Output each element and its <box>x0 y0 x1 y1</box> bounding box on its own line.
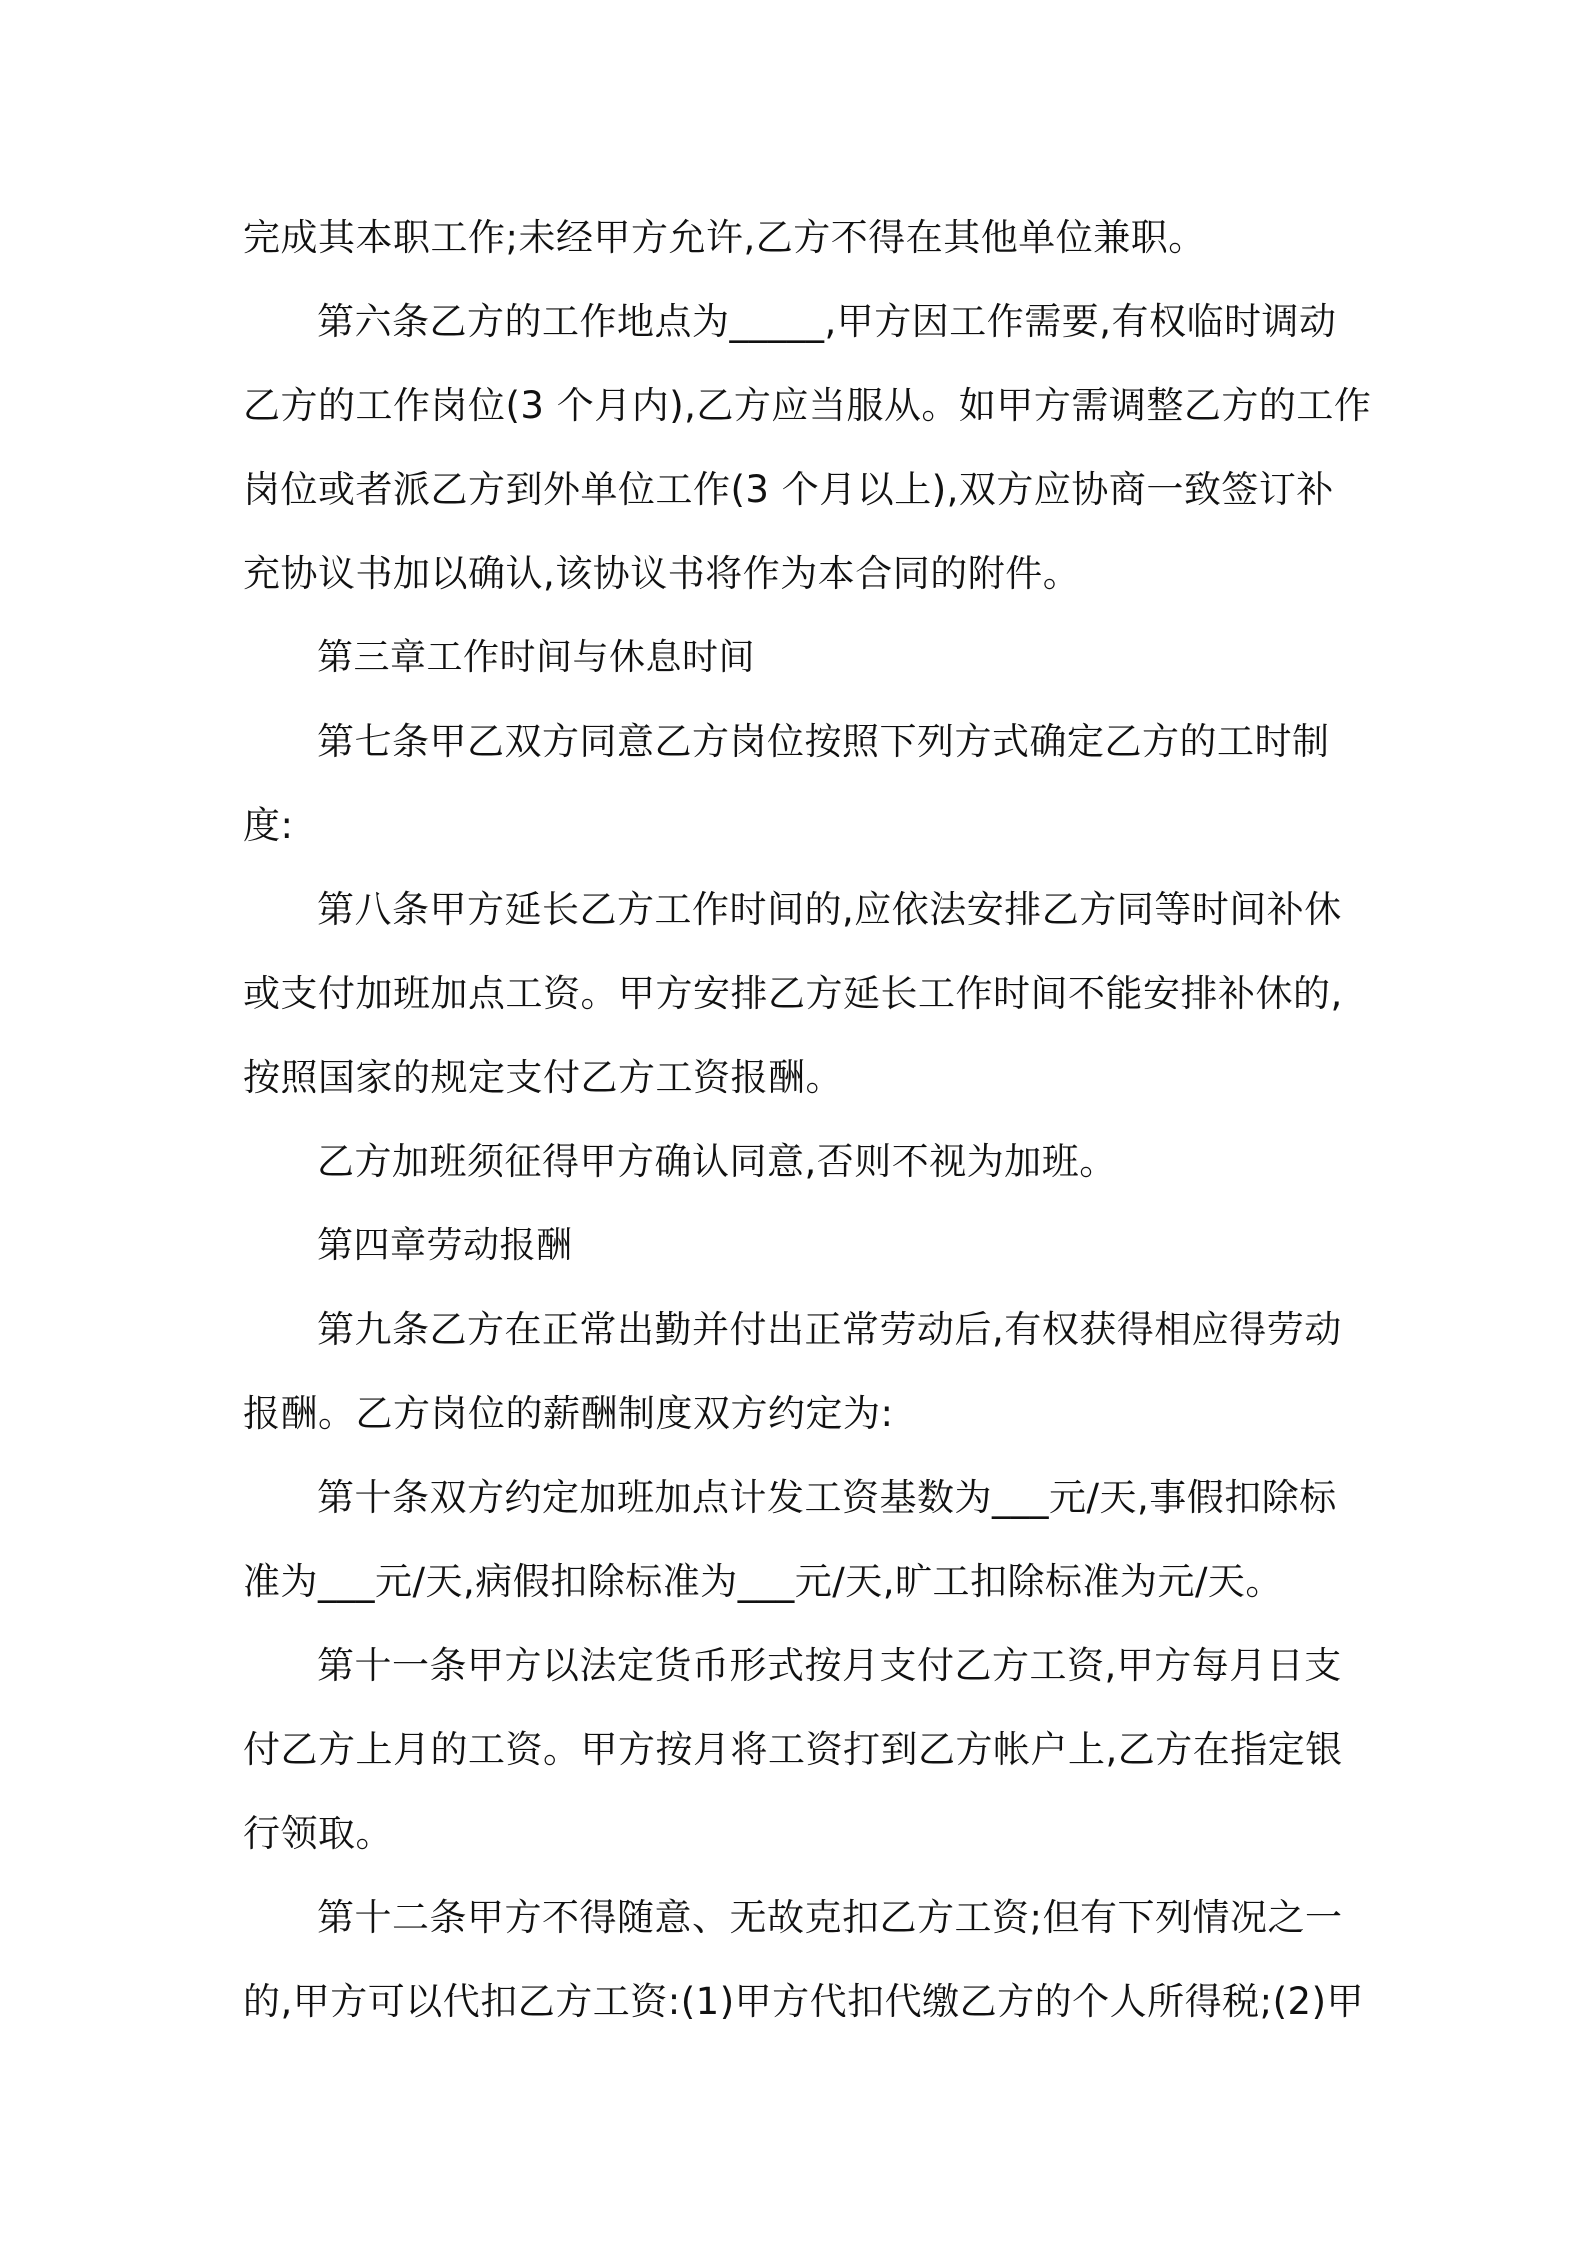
text-line: 或支付加班加点工资。甲方安排乙方延长工作时间不能安排补休的, <box>243 972 1343 1015</box>
article-11-line: 第十一条甲方以法定货币形式按月支付乙方工资,甲方每月日支 <box>317 1644 1342 1687</box>
article-6-line: 第六条乙方的工作地点为_____,甲方因工作需要,有权临时调动 <box>317 300 1337 343</box>
article-7-line: 第七条甲乙双方同意乙方岗位按照下列方式确定乙方的工时制 <box>317 720 1330 763</box>
text-line: 行领取。 <box>243 1812 393 1855</box>
document-body <box>243 196 1372 2044</box>
article-8-line: 第八条甲方延长乙方工作时间的,应依法安排乙方同等时间补休 <box>317 888 1342 931</box>
text-line: 乙方的工作岗位(3 个月内),乙方应当服从。如甲方需调整乙方的工作 <box>243 384 1372 427</box>
chapter-4-heading: 第四章劳动报酬 <box>317 1225 573 1266</box>
article-12-line: 第十二条甲方不得随意、无故克扣乙方工资;但有下列情况之一 <box>317 1896 1343 1939</box>
text-line: 岗位或者派乙方到外单位工作(3 个月以上),双方应协商一致签订补 <box>243 468 1334 511</box>
text-line: 充协议书加以确认,该协议书将作为本合同的附件。 <box>243 552 1081 595</box>
text-line: 的,甲方可以代扣乙方工资:(1)甲方代扣代缴乙方的个人所得税;(2)甲 <box>243 1980 1365 2023</box>
chapter-3-heading: 第三章工作时间与休息时间 <box>317 637 756 678</box>
text-line: 付乙方上月的工资。甲方按月将工资打到乙方帐户上,乙方在指定银 <box>243 1728 1343 1771</box>
article-9-line: 第九条乙方在正常出勤并付出正常劳动后,有权获得相应得劳动 <box>317 1308 1342 1351</box>
text-line: 度: <box>243 804 294 847</box>
overtime-note-line: 乙方加班须征得甲方确认同意,否则不视为加班。 <box>317 1140 1117 1183</box>
text-line: 按照国家的规定支付乙方工资报酬。 <box>243 1056 843 1099</box>
text-line: 报酬。乙方岗位的薪酬制度双方约定为: <box>243 1392 894 1435</box>
text-line: 准为___元/天,病假扣除标准为___元/天,旷工扣除标准为元/天。 <box>243 1560 1283 1603</box>
text-line: 完成其本职工作;未经甲方允许,乙方不得在其他单位兼职。 <box>243 216 1206 259</box>
article-10-line: 第十条双方约定加班加点计发工资基数为___元/天,事假扣除标 <box>317 1476 1337 1519</box>
